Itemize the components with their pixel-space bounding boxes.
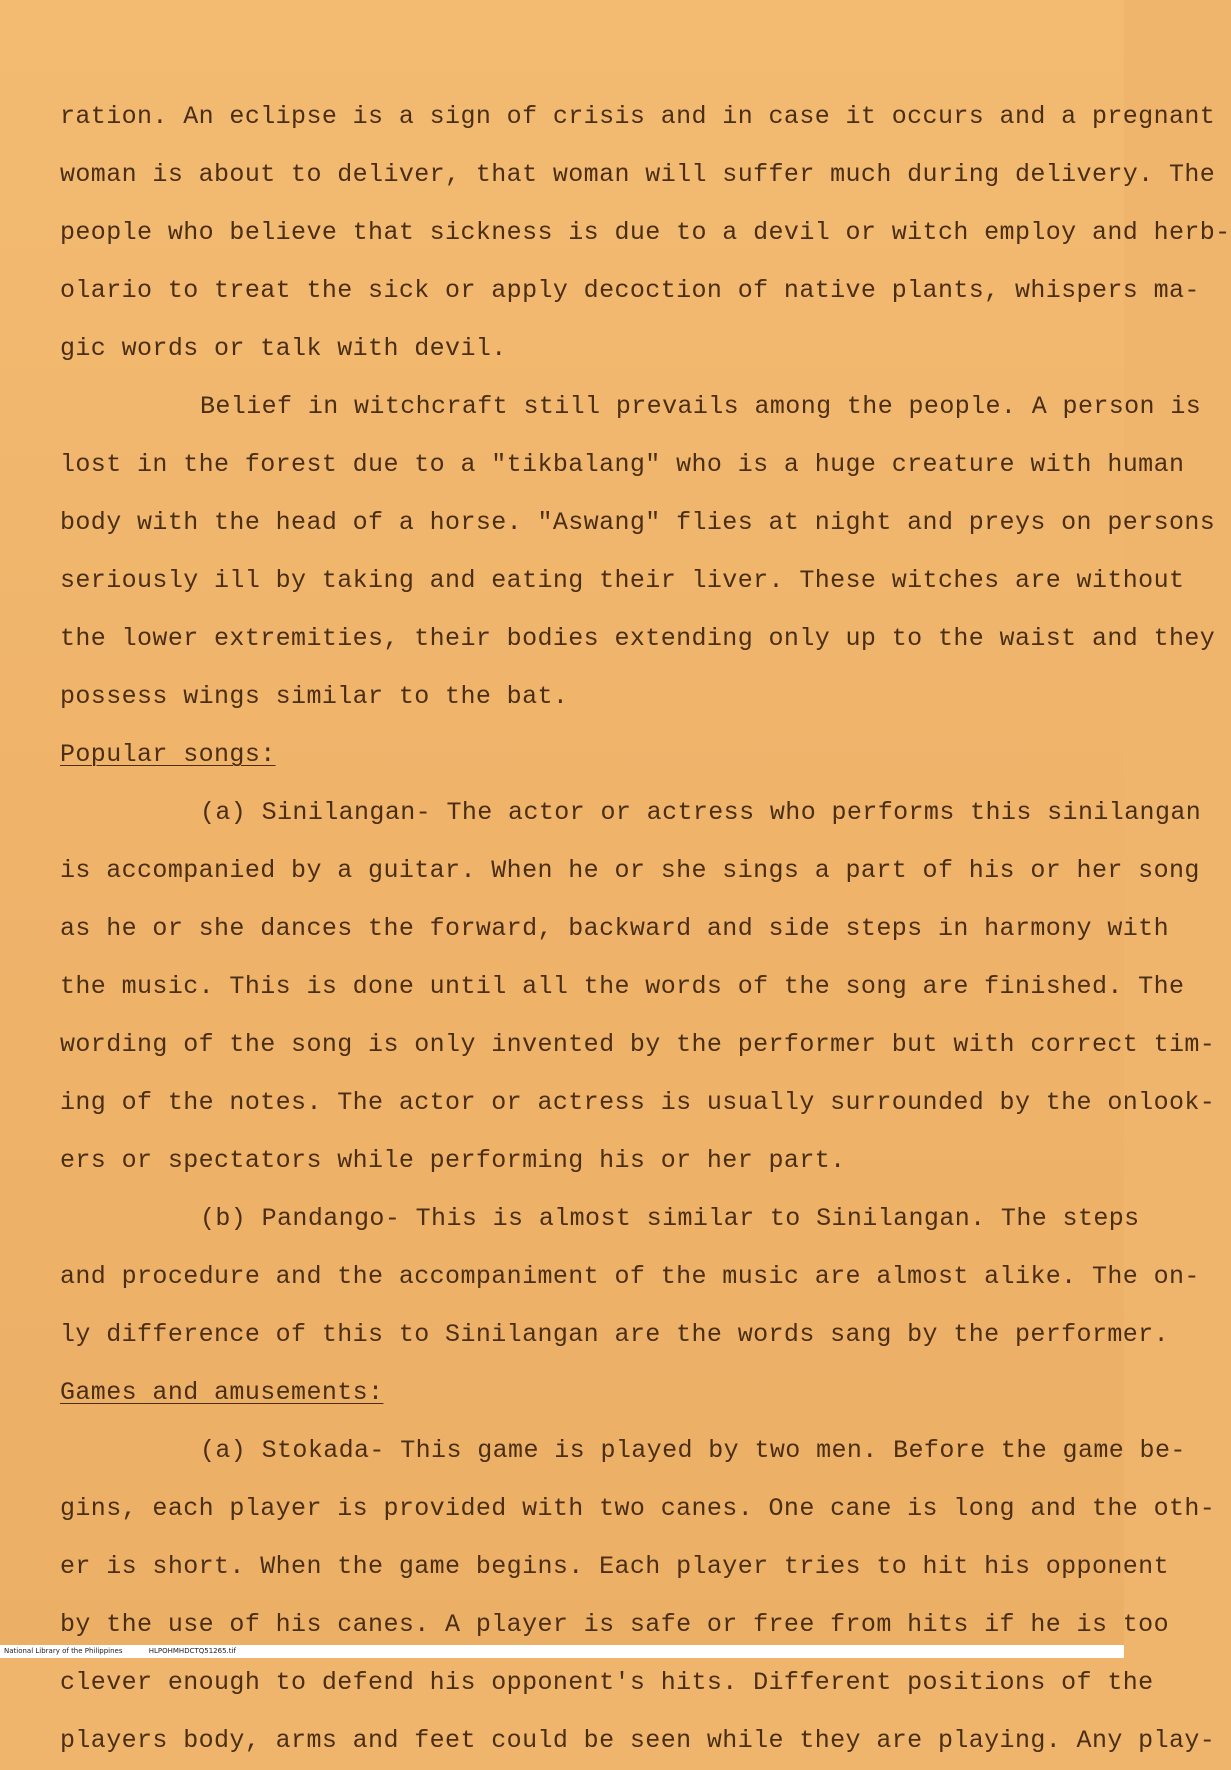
text-line <box>60 668 1060 726</box>
text-line <box>60 88 1216 146</box>
text-line-content: (a) Sinilangan- The actor or actress who performs this sinilangan <box>200 798 1202 827</box>
text-line-content: as he or she dances the forward, backward and side steps in harmony with <box>60 914 1169 943</box>
text-line-content: lost in the forest due to a "tikbalang" who is a huge creature with human <box>60 450 1185 479</box>
text-line <box>60 1538 1169 1596</box>
text-line <box>60 1480 1216 1538</box>
text-line <box>60 900 1169 958</box>
text-line <box>60 1654 1154 1712</box>
text-line-content: gic words or talk with devil. <box>60 334 507 363</box>
text-line <box>60 552 1185 610</box>
text-line-content: body with the head of a horse. "Aswang" flies at night and preys on persons <box>60 508 1216 537</box>
text-line-content: is accompanied by a guitar. When he or she sings a part of his or her song <box>60 856 1200 885</box>
text-line-content: clever enough to defend his opponent's hits. Different positions of the <box>60 1668 1154 1697</box>
scan-footer <box>0 1645 1124 1658</box>
text-line-content: ration. An eclipse is a sign of crisis and in case it occurs and a pregnant <box>60 102 1216 131</box>
text-line <box>60 1306 1169 1364</box>
text-line-content: (a) Stokada- This game is played by two men. Before the game be- <box>200 1436 1186 1465</box>
section-heading-text: Games and amusements: <box>60 1378 384 1407</box>
text-line-content: the lower extremities, their bodies extending only up to the waist and they <box>60 624 1216 653</box>
text-line <box>60 262 1200 320</box>
text-line <box>60 1248 1200 1306</box>
text-line-content: players body, arms and feet could be seen while they are playing. Any play- <box>60 1726 1216 1755</box>
footer-source: National Library of the Philippines <box>4 1647 123 1655</box>
text-line-content: ers or spectators while performing his or her part. <box>60 1146 846 1175</box>
text-line <box>60 1190 1140 1248</box>
text-line <box>60 494 1216 552</box>
text-line-content: woman is about to deliver, that woman will suffer much during delivery. The <box>60 160 1216 189</box>
text-line-content: Belief in witchcraft still prevails among the people. A person is <box>200 392 1202 421</box>
section-heading <box>60 1364 1060 1422</box>
footer-file-id: HLPOHMHDCTQ51265.tif <box>148 1647 236 1655</box>
text-line-content: er is short. When the game begins. Each player tries to hit his opponent <box>60 1552 1169 1581</box>
text-line <box>60 320 1060 378</box>
text-line-content: gins, each player is provided with two canes. One cane is long and the oth- <box>60 1494 1216 1523</box>
document-body <box>60 88 1231 1770</box>
text-line-content: seriously ill by taking and eating their liver. These witches are without <box>60 566 1185 595</box>
text-line-content: and procedure and the accompaniment of the music are almost alike. The on- <box>60 1262 1200 1291</box>
text-line <box>60 1132 1060 1190</box>
text-line-content: by the use of his canes. A player is safe or free from hits if he is too <box>60 1610 1169 1639</box>
section-heading <box>60 726 1060 784</box>
section-heading-text: Popular songs: <box>60 740 276 769</box>
text-line <box>60 1016 1216 1074</box>
text-line <box>60 1422 1186 1480</box>
text-line <box>60 610 1216 668</box>
text-line <box>60 958 1185 1016</box>
text-line-content: possess wings similar to the bat. <box>60 682 569 711</box>
text-line <box>60 146 1216 204</box>
text-line <box>60 784 1202 842</box>
text-line-content: ing of the notes. The actor or actress is usually surrounded by the onlook- <box>60 1088 1216 1117</box>
text-line <box>60 1074 1216 1132</box>
text-line-content: olario to treat the sick or apply decoction of native plants, whispers ma- <box>60 276 1200 305</box>
text-line-content: wording of the song is only invented by the performer but with correct tim- <box>60 1030 1216 1059</box>
text-line-content: (b) Pandango- This is almost similar to Sinilangan. The steps <box>200 1204 1140 1233</box>
text-line <box>60 378 1202 436</box>
text-line-content: the music. This is done until all the words of the song are finished. The <box>60 972 1185 1001</box>
text-line <box>60 1712 1216 1770</box>
text-line <box>60 436 1185 494</box>
text-line-content: people who believe that sickness is due to a devil or witch employ and herb- <box>60 218 1231 247</box>
text-line-content: ly difference of this to Sinilangan are the words sang by the performer. <box>60 1320 1169 1349</box>
text-line <box>60 204 1231 262</box>
text-line <box>60 842 1200 900</box>
